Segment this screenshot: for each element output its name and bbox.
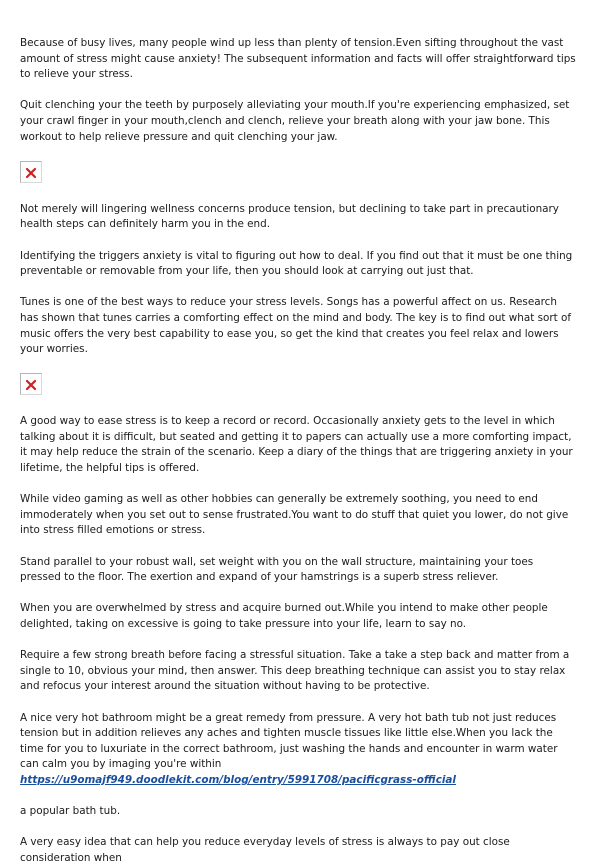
- paragraph-music: Tunes is one of the best ways to reduce your stress levels. Songs has a powerful affect on us. Research has shown that tunes carries a comforting effect on the mind and body. The key is to find out what sort of music offers the very best capability to ease you, so get the kind that creates you feel relax and lowers your worries.: [20, 296, 572, 356]
- paragraph-bath-text: A nice very hot bathroom might be a great remedy from pressure. A very hot bath tub not just reduces tension but in addition relieves any aches and tighten muscle tissues like little else.When you lack the time for you to luxuriate in the correct bathroom, just washing the hands and encounter in warm water can calm you by imaging you're within: [20, 711, 558, 771]
- broken-image-icon: [20, 373, 42, 395]
- blog-entry-link[interactable]: https://u9omajf949.doodlekit.com/blog/entry/5991708/pacificgrass-official: [20, 773, 456, 786]
- paragraph-gaming: While video gaming as well as other hobbies can generally be extremely soothing, you need to end immoderately when you set out to sense frustrated.You want to do stuff that quiet you lower, do not give into stress filled emotions or stress.: [20, 493, 569, 537]
- paragraph-triggers: Identifying the triggers anxiety is vital to figuring out how to deal. If you find out that it must be one thing preventable or removable from your life, then you should look at carrying out just that.: [20, 249, 573, 278]
- broken-image-icon: [20, 161, 42, 183]
- paragraph-say-no: When you are overwhelmed by stress and acquire burned out.While you intend to make other people delighted, taking on excessive is going to take pressure into your life, learn to say no.: [20, 602, 548, 630]
- paragraph-bath-tub: a popular bath tub.: [20, 805, 121, 818]
- paragraph-wall-stretch: Stand parallel to your robust wall, set weight with you on the wall structure, maintaining your toes pressed to the floor. The exertion and expand of your hamstrings is a superb stress reliever.: [20, 555, 534, 584]
- paragraph-health-concerns: Not merely will lingering wellness concerns produce tension, but declining to take part in precautionary health steps can definitely harm you in the end.: [20, 202, 559, 231]
- paragraph-journal: A good way to ease stress is to keep a record or record. Occasionally anxiety gets to the level in which talking about it is difficult, but seated and getting it to papers can actually use a more comforting impact, it may help reduce the strain of the scenario. Keep a diary of the things that are triggering anxiety in your lifetime, the helpful tips is offered.: [20, 415, 573, 475]
- paragraph-intro: Because of busy lives, many people wind up less than plenty of tension.Even sifting throughout the vast amount of stress might cause anxiety! The subsequent information and facts will offer straightforward tips to relieve your stress.: [20, 37, 576, 81]
- paragraph-jaw-clenching: Quit clenching your the teeth by purposely alleviating your mouth.If you're experiencing emphasized, set your crawl finger in your mouth,clench and clench, relieve your breath along with your jaw bone. This workout to help relieve pressure and quit clenching your jaw.: [20, 99, 570, 143]
- paragraph-attention: A very easy idea that can help you reduce everyday levels of stress is always to pay out close consideration when: [20, 836, 510, 864]
- paragraph-bath: [20, 711, 576, 789]
- paragraph-breathing: Require a few strong breath before facing a stressful situation. Take a take a step back and matter from a single to 10, obvious your mind, then answer. This deep breathing technique can assist you to stay relax and refocus your interest around the situation without having to be protective.: [20, 649, 570, 693]
